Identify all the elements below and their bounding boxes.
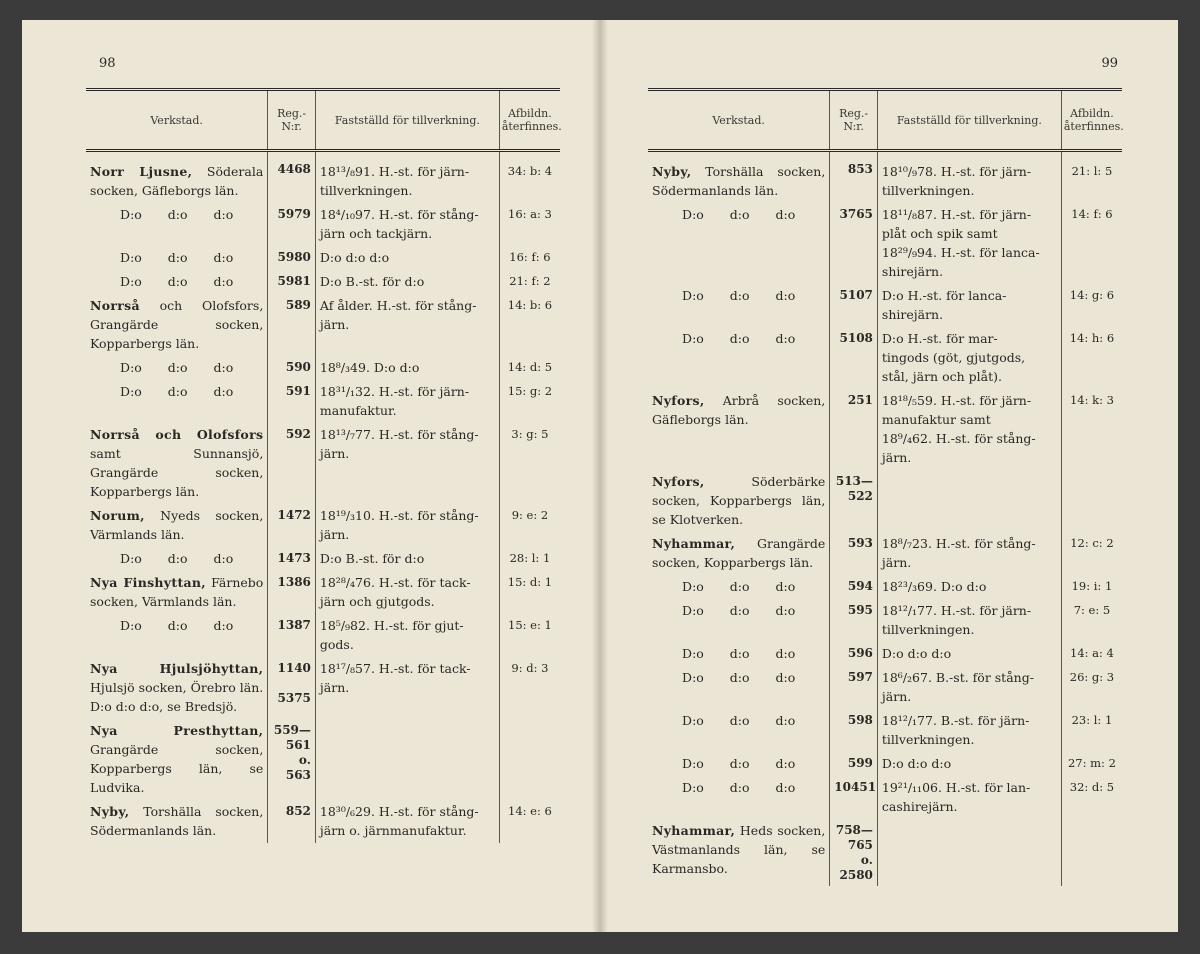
verkstad-cell [86, 614, 268, 657]
afbildn-ref: 19: i: 1 [1061, 575, 1122, 599]
faststalld-text: 18⁸/₇23. H.-st. för stång- järn. [877, 532, 1061, 575]
reg-number: 559— 561 o. 563 [268, 719, 316, 800]
afbildn-ref: 3: g: 5 [499, 423, 560, 504]
verkstad-cell [648, 642, 830, 666]
faststalld-text [877, 470, 1061, 532]
reg-number: 5107 [830, 284, 878, 327]
reg-number: 598 [830, 709, 878, 752]
page-number: 98 [99, 56, 116, 71]
works-name: Nyfors, [652, 393, 705, 408]
afbildn-ref: 14: g: 6 [1061, 284, 1122, 327]
afbildn-ref: 27: m: 2 [1061, 752, 1122, 776]
works-name: Nya Finshyttan, [90, 575, 206, 590]
afbildn-ref: 15: e: 1 [499, 614, 560, 657]
verkstad-cell [86, 270, 268, 294]
works-location: D:o d:o d:o [120, 250, 234, 265]
table-row [86, 270, 560, 294]
table-row [86, 504, 560, 547]
works-location: Heds socken, Västmanlands län, se Karmansbo. [652, 823, 826, 876]
col-header-verkstad: Verkstad. [648, 90, 830, 151]
reg-number: 853 [830, 151, 878, 204]
table-row [86, 380, 560, 423]
works-location: Söderbärke socken, Kopparbergs län, se Klotverken. [652, 474, 826, 527]
verkstad-cell [648, 666, 830, 709]
table-row [86, 151, 560, 204]
reg-number: 251 [830, 389, 878, 470]
table-row [86, 657, 560, 719]
verkstad-cell [648, 284, 830, 327]
faststalld-text: 18⁴/₁₀97. H.-st. för stång- järn och tackjärn. [315, 203, 499, 246]
afbildn-ref: 14: k: 3 [1061, 389, 1122, 470]
works-location: D:o d:o d:o [682, 713, 796, 728]
table-row [86, 356, 560, 380]
works-name: Nya Presthyttan, [90, 723, 264, 738]
table-header-row [648, 90, 1122, 151]
afbildn-ref: 26: g: 3 [1061, 666, 1122, 709]
verkstad-cell [86, 294, 268, 356]
reg-number: 852 [268, 800, 316, 843]
works-location: D:o d:o d:o [682, 756, 796, 771]
works-location: D:o d:o d:o [120, 207, 234, 222]
afbildn-ref: 16: a: 3 [499, 203, 560, 246]
reg-number: 1473 [268, 547, 316, 571]
reg-number: 589 [268, 294, 316, 356]
afbildn-ref: 23: l: 1 [1061, 709, 1122, 752]
table-body [86, 151, 560, 844]
faststalld-text: 18¹⁸/₅59. H.-st. för järn- manufaktur samt 18⁹/₄62. H.-st. för stång- järn. [877, 389, 1061, 470]
verkstad-cell [648, 470, 830, 532]
table-row [648, 327, 1122, 389]
reg-number: 5980 [268, 246, 316, 270]
faststalld-text: 18¹¹/₈87. H.-st. för järn- plåt och spik samt 18²⁹/₉94. H.-st. för lanca- shirejärn. [877, 203, 1061, 284]
reg-number: 590 [268, 356, 316, 380]
left-page [22, 20, 600, 932]
verkstad-cell [648, 327, 830, 389]
faststalld-text: D:o H.-st. för lanca- shirejärn. [877, 284, 1061, 327]
works-location: D:o d:o d:o [682, 646, 796, 661]
reg-number: 758— 765 o. 2580 [830, 819, 878, 886]
afbildn-ref: 21: l: 5 [1061, 151, 1122, 204]
table-row [648, 284, 1122, 327]
faststalld-text: D:o B.-st. för d:o [315, 547, 499, 571]
afbildn-ref: 7: e: 5 [1061, 599, 1122, 642]
verkstad-cell [86, 380, 268, 423]
afbildn-ref [1061, 819, 1122, 886]
verkstad-cell [86, 800, 268, 843]
works-location: Torshälla socken, Södermanlands län. [90, 804, 264, 838]
verkstad-cell [648, 151, 830, 204]
verkstad-cell [86, 356, 268, 380]
works-location: Söderala socken, Gäfleborgs län. [90, 164, 264, 198]
verkstad-cell [648, 532, 830, 575]
verkstad-cell [648, 599, 830, 642]
reg-number: 591 [268, 380, 316, 423]
faststalld-text: D:o B.-st. för d:o [315, 270, 499, 294]
col-header-faststalld: Fastställd för tillverkning. [315, 90, 499, 151]
verkstad-cell [86, 571, 268, 614]
reg-number: 595 [830, 599, 878, 642]
works-location: Hjulsjö socken, Örebro län. D:o d:o d:o, se Bredsjö. [90, 680, 264, 714]
works-location: D:o d:o d:o [120, 360, 234, 375]
works-name: Norrså [90, 298, 140, 313]
works-name: Nyby, [90, 804, 130, 819]
table-row [648, 776, 1122, 819]
faststalld-text [877, 819, 1061, 886]
works-name: Norum, [90, 508, 145, 523]
reg-number: 1140 5375 [268, 657, 316, 719]
verkstad-cell [648, 752, 830, 776]
reg-number: 513— 522 [830, 470, 878, 532]
table-row [648, 470, 1122, 532]
table-row [648, 389, 1122, 470]
afbildn-ref [1061, 470, 1122, 532]
faststalld-text: 18³⁰/₆29. H.-st. för stång- järn o. järnmanufaktur. [315, 800, 499, 843]
works-location: Torshälla socken, Södermanlands län. [652, 164, 826, 198]
page-number: 99 [1101, 56, 1118, 71]
reg-number: 4468 [268, 151, 316, 204]
table-row [648, 819, 1122, 886]
table-row [648, 599, 1122, 642]
works-location: D:o d:o d:o [682, 603, 796, 618]
table-row [86, 423, 560, 504]
works-name: Nyhammar, [652, 823, 736, 838]
afbildn-ref: 32: d: 5 [1061, 776, 1122, 819]
works-location: D:o d:o d:o [682, 579, 796, 594]
afbildn-ref: 14: d: 5 [499, 356, 560, 380]
table-row [648, 151, 1122, 204]
table-row [648, 752, 1122, 776]
table-row [648, 709, 1122, 752]
works-location: D:o d:o d:o [682, 331, 796, 346]
faststalld-text: D:o d:o d:o [315, 246, 499, 270]
col-header-verkstad: Verkstad. [86, 90, 268, 151]
afbildn-ref: 12: c: 2 [1061, 532, 1122, 575]
reg-number: 596 [830, 642, 878, 666]
table-row [86, 800, 560, 843]
verkstad-cell [86, 203, 268, 246]
verkstad-cell [86, 151, 268, 204]
reg-number: 5108 [830, 327, 878, 389]
faststalld-text: 18¹⁹/₃10. H.-st. för stång- järn. [315, 504, 499, 547]
faststalld-text: 18¹⁷/₈57. H.-st. för tack- järn. [315, 657, 499, 719]
ledger-table [86, 88, 560, 843]
col-header-afbildn: Afbildn. återfinnes. [1061, 90, 1122, 151]
reg-number: 599 [830, 752, 878, 776]
table-header-row [86, 90, 560, 151]
works-location: D:o d:o d:o [682, 780, 796, 795]
reg-number: 597 [830, 666, 878, 709]
verkstad-cell [86, 246, 268, 270]
works-location: Nyeds socken, Värmlands län. [90, 508, 264, 542]
faststalld-text: D:o d:o d:o [877, 642, 1061, 666]
works-name: Nyfors, [652, 474, 705, 489]
works-location: D:o d:o d:o [682, 207, 796, 222]
faststalld-text: 18¹³/₇77. H.-st. för stång- järn. [315, 423, 499, 504]
verkstad-cell [86, 657, 268, 719]
verkstad-cell [648, 575, 830, 599]
faststalld-text: 18²³/₃69. D:o d:o [877, 575, 1061, 599]
works-location: D:o d:o d:o [682, 288, 796, 303]
reg-number: 5981 [268, 270, 316, 294]
verkstad-cell [86, 719, 268, 800]
afbildn-ref: 34: b: 4 [499, 151, 560, 204]
faststalld-text: 19²¹/₁₁06. H.-st. för lan- cashirejärn. [877, 776, 1061, 819]
reg-number: 594 [830, 575, 878, 599]
faststalld-text: 18⁸/₃49. D:o d:o [315, 356, 499, 380]
reg-number: 1386 [268, 571, 316, 614]
verkstad-cell [648, 203, 830, 284]
faststalld-text: 18¹²/₁77. B.-st. för järn- tillverkningen. [877, 709, 1061, 752]
works-location: Grangärde socken, Kopparbergs län. [652, 536, 826, 570]
reg-number: 5979 [268, 203, 316, 246]
reg-number: 1387 [268, 614, 316, 657]
afbildn-ref: 28: l: 1 [499, 547, 560, 571]
works-location: Färnebo socken, Värmlands län. [90, 575, 264, 609]
afbildn-ref: 14: a: 4 [1061, 642, 1122, 666]
col-header-reg: Reg.-N:r. [268, 90, 316, 151]
table-body [648, 151, 1122, 887]
verkstad-cell [648, 819, 830, 886]
table-row [86, 571, 560, 614]
afbildn-ref: 15: d: 1 [499, 571, 560, 614]
faststalld-text: D:o H.-st. för mar- tingods (göt, gjutgods, stål, järn och plåt). [877, 327, 1061, 389]
table-row [86, 246, 560, 270]
afbildn-ref: 15: g: 2 [499, 380, 560, 423]
afbildn-ref: 9: d: 3 [499, 657, 560, 719]
afbildn-ref [499, 719, 560, 800]
faststalld-text [315, 719, 499, 800]
table-row [86, 294, 560, 356]
verkstad-cell [648, 389, 830, 470]
reg-number: 592 [268, 423, 316, 504]
works-location: samt Sunnansjö, Grangärde socken, Kopparbergs län. [90, 446, 264, 499]
reg-number: 1472 [268, 504, 316, 547]
right-page [600, 20, 1178, 932]
works-name: Norrså och Olofsfors [90, 427, 264, 442]
works-name: Nyby, [652, 164, 692, 179]
faststalld-text: 18⁵/₉82. H.-st. för gjut- gods. [315, 614, 499, 657]
reg-number: 3765 [830, 203, 878, 284]
verkstad-cell [86, 423, 268, 504]
table-row [86, 547, 560, 571]
faststalld-text: 18³¹/₁32. H.-st. för järn- manufaktur. [315, 380, 499, 423]
afbildn-ref: 9: e: 2 [499, 504, 560, 547]
works-location: D:o d:o d:o [682, 670, 796, 685]
table-row [86, 203, 560, 246]
reg-number: 593 [830, 532, 878, 575]
works-location: D:o d:o d:o [120, 274, 234, 289]
faststalld-text: 18¹⁰/₉78. H.-st. för järn- tillverkningen. [877, 151, 1061, 204]
afbildn-ref: 14: e: 6 [499, 800, 560, 843]
reg-number: 10451 [830, 776, 878, 819]
works-name: Norr Ljusne, [90, 164, 193, 179]
works-location: D:o d:o d:o [120, 618, 234, 633]
ledger-table [648, 88, 1122, 886]
faststalld-text: Af ålder. H.-st. för stång- järn. [315, 294, 499, 356]
works-name: Nya Hjulsjöhyttan, [90, 661, 264, 676]
table-row [648, 642, 1122, 666]
works-location: D:o d:o d:o [120, 551, 234, 566]
book-gutter [592, 20, 608, 932]
works-location: Grangärde socken, Kopparbergs län, se Ludvika. [90, 742, 264, 795]
verkstad-cell [86, 504, 268, 547]
faststalld-text: D:o d:o d:o [877, 752, 1061, 776]
verkstad-cell [648, 776, 830, 819]
col-header-faststalld: Fastställd för tillverkning. [877, 90, 1061, 151]
works-location: och Olofsfors, Grangärde socken, Kopparbergs län. [90, 298, 264, 351]
table-row [648, 666, 1122, 709]
faststalld-text: 18¹²/₁77. H.-st. för järn- tillverkningen. [877, 599, 1061, 642]
works-location: D:o d:o d:o [120, 384, 234, 399]
col-header-afbildn: Afbildn. återfinnes. [499, 90, 560, 151]
afbildn-ref: 14: h: 6 [1061, 327, 1122, 389]
table-row [86, 719, 560, 800]
faststalld-text: 18²⁸/₄76. H.-st. för tack- järn och gjutgods. [315, 571, 499, 614]
works-location: Arbrå socken, Gäfleborgs län. [652, 393, 826, 427]
works-name: Nyhammar, [652, 536, 736, 551]
afbildn-ref: 14: f: 6 [1061, 203, 1122, 284]
afbildn-ref: 14: b: 6 [499, 294, 560, 356]
faststalld-text: 18¹³/₈91. H.-st. för järn- tillverkningen. [315, 151, 499, 204]
col-header-reg: Reg.-N:r. [830, 90, 878, 151]
afbildn-ref: 21: f: 2 [499, 270, 560, 294]
verkstad-cell [86, 547, 268, 571]
faststalld-text: 18⁶/₂67. B.-st. för stång- järn. [877, 666, 1061, 709]
table-row [648, 203, 1122, 284]
table-row [648, 532, 1122, 575]
table-row [648, 575, 1122, 599]
verkstad-cell [648, 709, 830, 752]
afbildn-ref: 16: f: 6 [499, 246, 560, 270]
table-row [86, 614, 560, 657]
